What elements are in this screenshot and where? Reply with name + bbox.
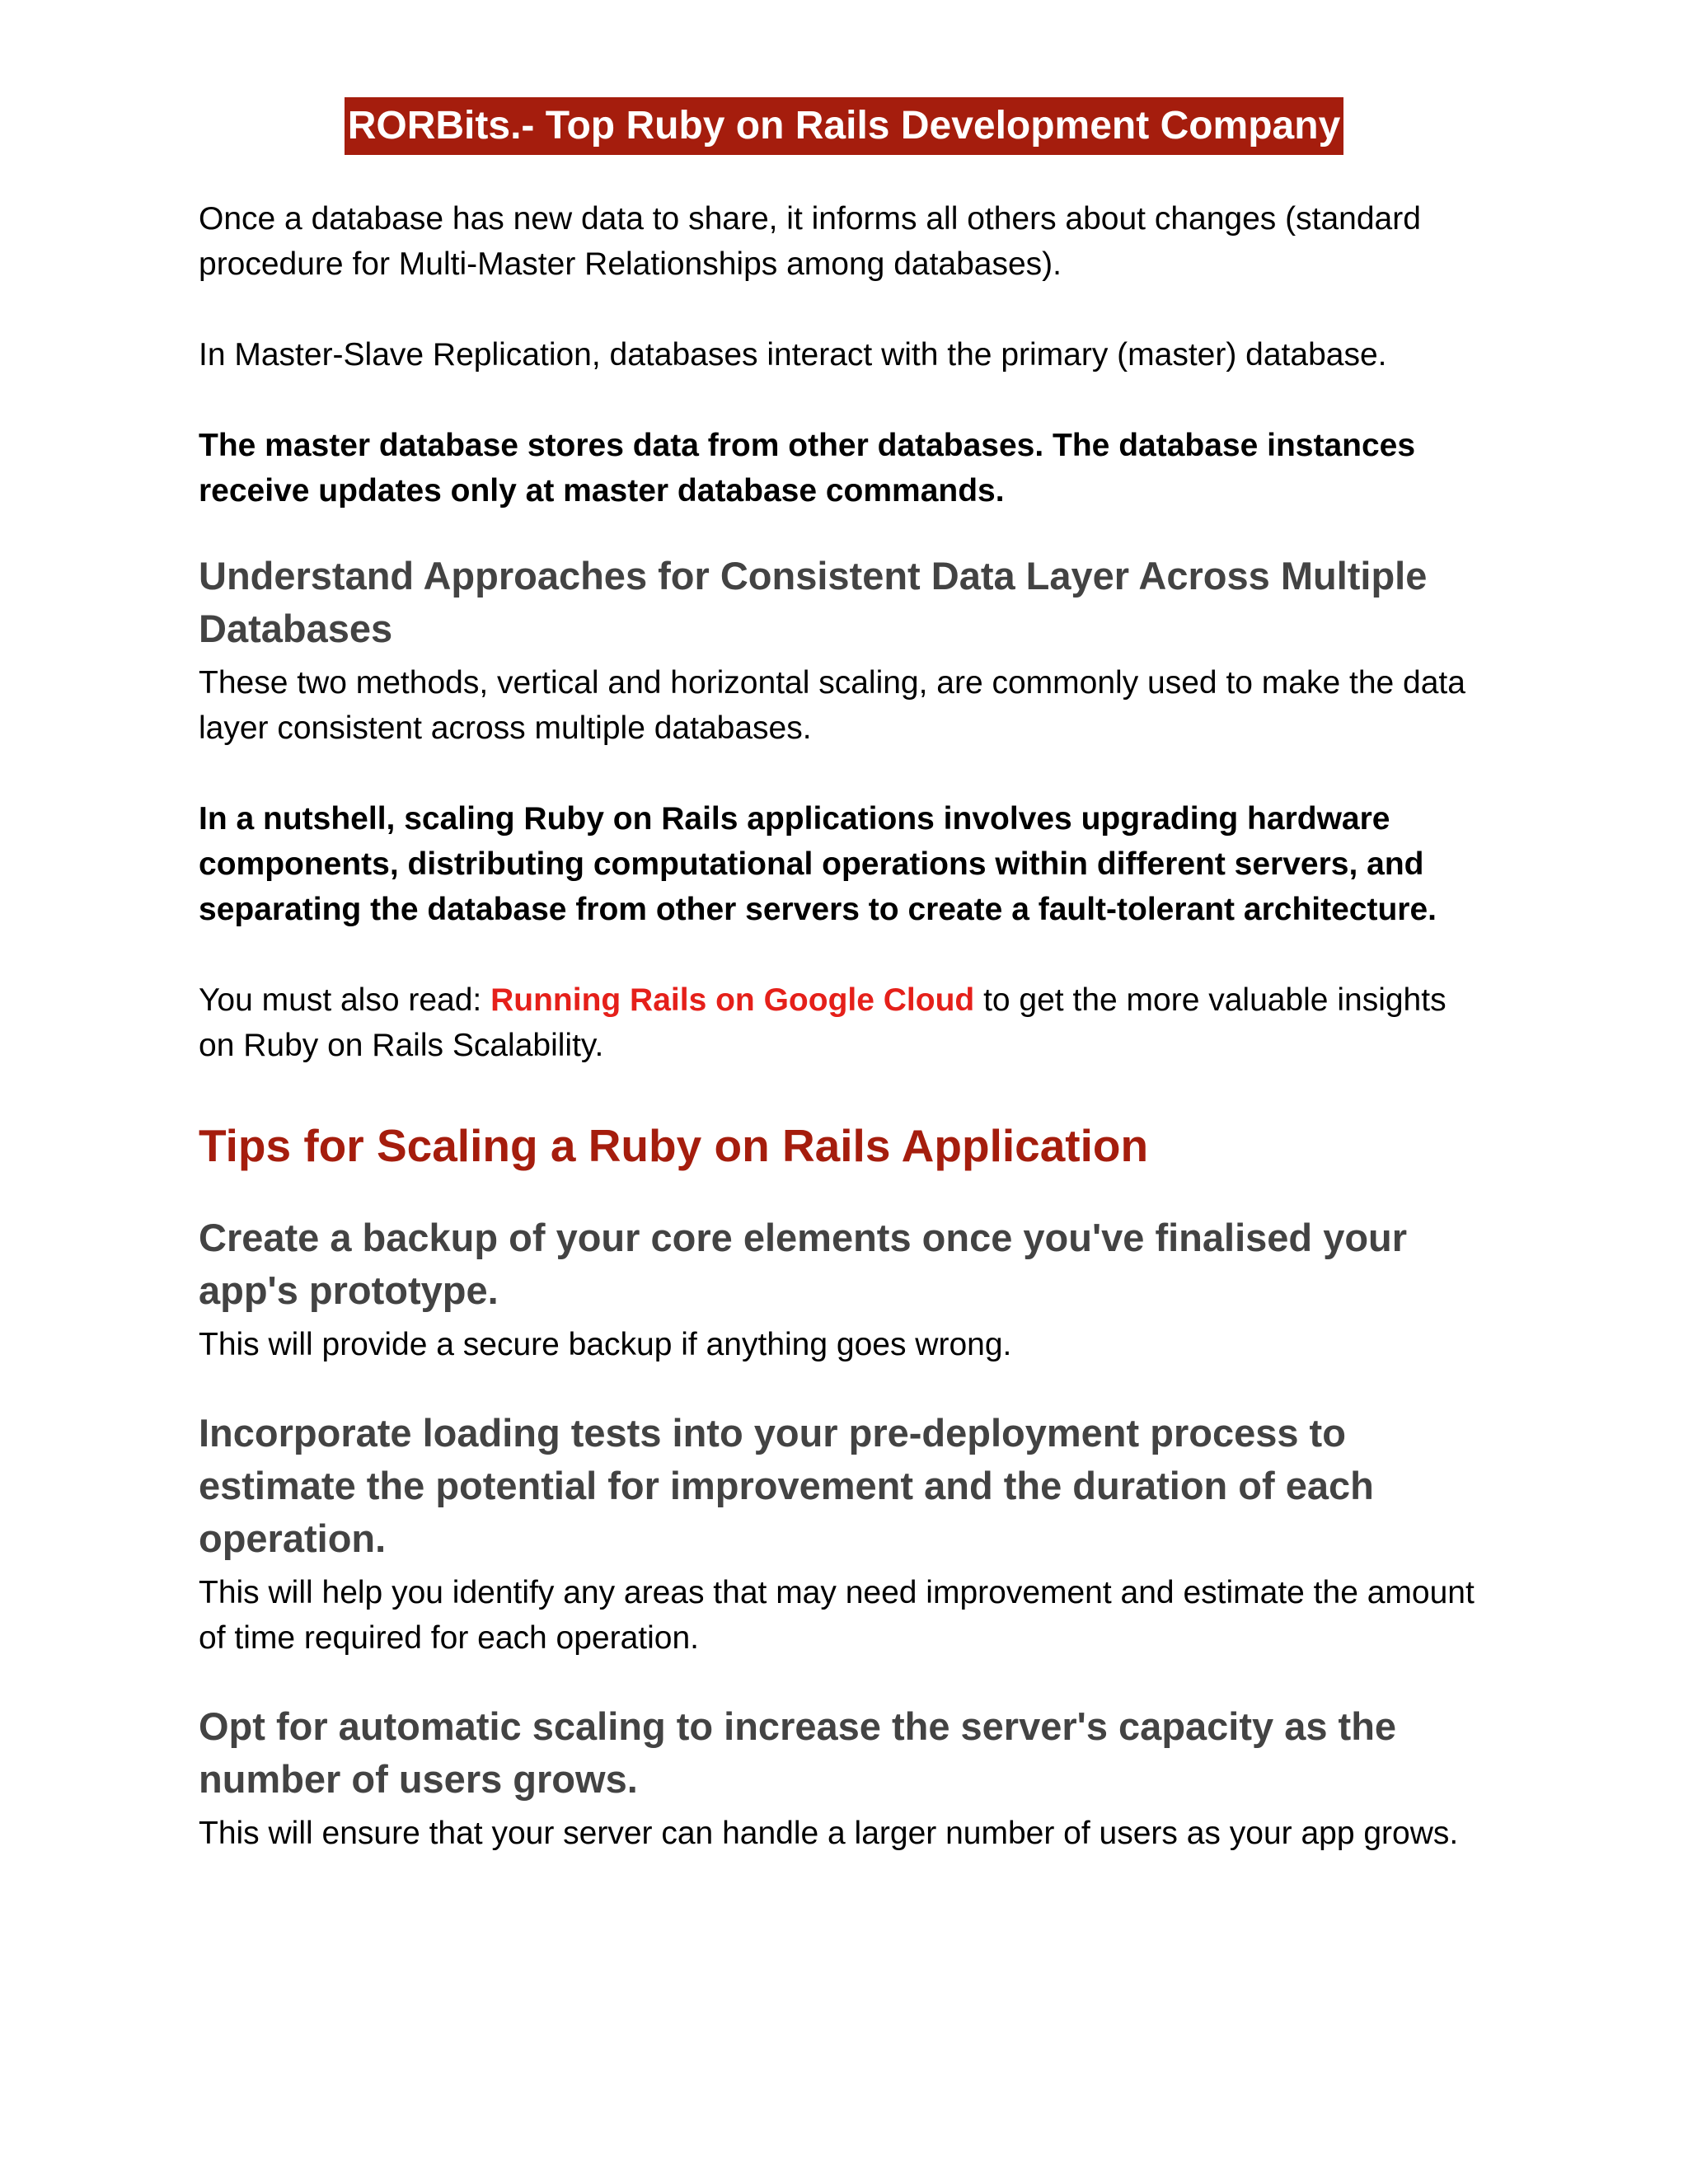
- paragraph-approaches-body: These two methods, vertical and horizontal scaling, are commonly used to make the data layer consistent across multiple databases.: [199, 665, 1465, 746]
- heading-tips: Tips for Scaling a Ruby on Rails Application: [199, 1120, 1149, 1171]
- tip-body-automatic-scaling: This will ensure that your server can handle a larger number of users as your app grows.: [199, 1816, 1459, 1851]
- tip-body-backup: This will provide a secure backup if anything goes wrong.: [199, 1327, 1012, 1362]
- article-body: [199, 196, 1484, 1901]
- paragraph-master-database-bold: The master database stores data from other databases. The database instances receive updates only at master database commands.: [199, 428, 1416, 509]
- link-running-rails-google-cloud[interactable]: Running Rails on Google Cloud: [490, 982, 975, 1018]
- paragraph-multi-master: Once a database has new data to share, it informs all others about changes (standard procedure for Multi-Master Relationships among databases).: [199, 201, 1421, 282]
- read-also-prefix: You must also read:: [199, 982, 491, 1018]
- paragraph-master-slave: In Master-Slave Replication, databases interact with the primary (master) database.: [199, 337, 1387, 373]
- paragraph-read-also: [199, 977, 1484, 1068]
- tip-title-backup: Create a backup of your core elements once you've finalised your app's prototype.: [199, 1216, 1408, 1312]
- paragraph-nutshell-summary: In a nutshell, scaling Ruby on Rails applications involves upgrading hardware components, distributing computational operations within different servers, and separating the database from other servers to create a fault-tolerant architecture.: [199, 801, 1437, 927]
- company-banner-title: RORBits.- Top Ruby on Rails Development Company: [345, 97, 1344, 155]
- tip-title-automatic-scaling: Opt for automatic scaling to increase the server's capacity as the number of users grows.: [199, 1704, 1397, 1801]
- tip-body-loading-tests: This will help you identify any areas that may need improvement and estimate the amount of time required for each operation.: [199, 1575, 1475, 1656]
- read-also-suffix: to get the more valuable insights on Ruby on Rails Scalability.: [199, 982, 1447, 1063]
- banner-container: [0, 97, 1688, 155]
- tip-title-loading-tests: Incorporate loading tests into your pre-deployment process to estimate the potential for improvement and the duration of each operation.: [199, 1411, 1374, 1560]
- heading-approaches: Understand Approaches for Consistent Data Layer Across Multiple Databases: [199, 554, 1428, 650]
